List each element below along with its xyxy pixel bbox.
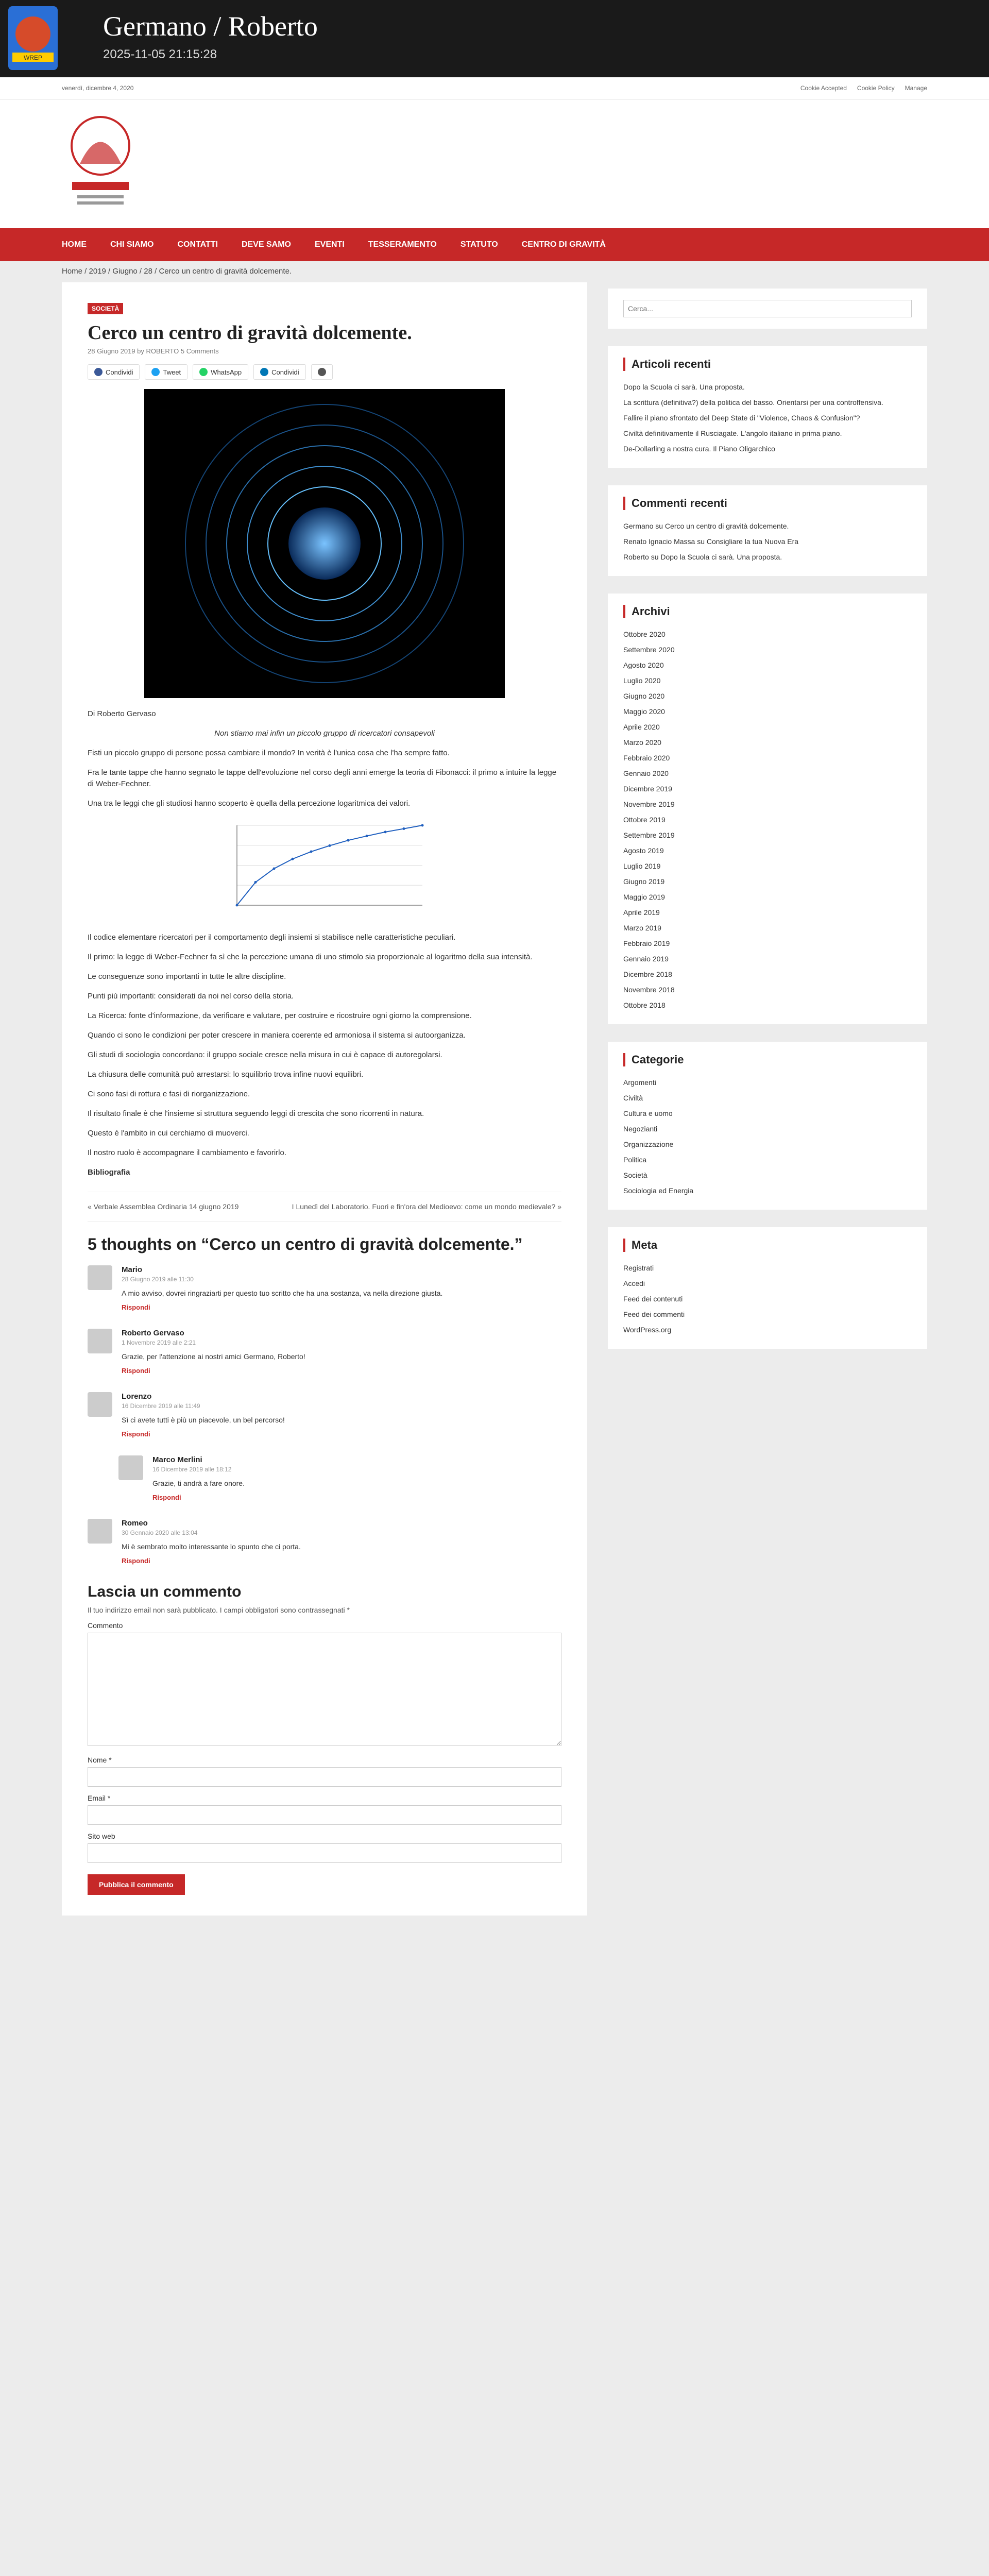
comment-author[interactable]: Lorenzo	[122, 1392, 152, 1401]
nav-item-eventi[interactable]: EVENTI	[314, 240, 345, 249]
archive-link[interactable]: Luglio 2020	[623, 676, 661, 685]
share-row	[88, 364, 561, 380]
category-link[interactable]: Società	[623, 1171, 647, 1179]
avatar	[88, 1519, 112, 1544]
next-post-link[interactable]: I Lunedì del Laboratorio. Fuori e fin'ora del Medioevo: come un mondo medievale? »	[292, 1202, 561, 1211]
archive-link[interactable]: Agosto 2020	[623, 661, 664, 669]
post-quote: Non stiamo mai infin un piccolo gruppo di ricercatori consapevoli	[214, 729, 435, 738]
recent-articles-widget	[608, 346, 927, 468]
site-title: Germano / Roberto	[103, 11, 318, 42]
comment-date[interactable]: 16 Dicembre 2019 alle 11:49	[122, 1402, 200, 1410]
name-label: Nome *	[88, 1756, 112, 1764]
post-paragraph: Ci sono fasi di rottura e fasi di riorganizzazione.	[88, 1090, 250, 1098]
meta-link[interactable]: Feed dei commenti	[623, 1310, 685, 1318]
chart-point	[421, 824, 424, 827]
reply-link[interactable]: Rispondi	[122, 1557, 150, 1565]
archive-link[interactable]: Gennaio 2019	[623, 955, 669, 963]
twitter-icon	[151, 368, 160, 376]
post-paragraph: Questo è l'ambito in cui cerchiamo di muoverci.	[88, 1129, 249, 1138]
post-meta: 28 Giugno 2019 by ROBERTO 5 Comments	[88, 347, 219, 355]
post-paragraph: Le conseguenze sono importanti in tutte le altre discipline.	[88, 972, 286, 981]
website-field[interactable]	[88, 1843, 561, 1863]
archive-link[interactable]: Marzo 2020	[623, 738, 661, 747]
archive-widget	[608, 594, 927, 1024]
share-label: Condividi	[106, 368, 133, 376]
category-link[interactable]: Negozianti	[623, 1125, 658, 1133]
reply-link[interactable]: Rispondi	[122, 1430, 150, 1438]
category-link[interactable]: Sociologia ed Energia	[623, 1187, 694, 1195]
archive-link[interactable]: Ottobre 2019	[623, 816, 666, 824]
archive-link[interactable]: Gennaio 2020	[623, 769, 669, 777]
comment-author[interactable]: Marco Merlini	[152, 1455, 202, 1464]
comment-text: A mio avviso, dovrei ringraziarti per questo tuo scritto che ha una sostanza, va nella direzione giusta.	[122, 1289, 443, 1297]
post-paragraph: Il codice elementare ricercatori per il comportamento degli insiemi si stabilisce nelle caratteristiche peculiari.	[88, 933, 456, 942]
chart-point	[236, 904, 238, 907]
recent-article-link[interactable]: La scrittura (definitiva?) della politica del basso. Orientarsi per una controffensiva.	[623, 398, 883, 406]
email-field[interactable]	[88, 1805, 561, 1825]
comment-text: Grazie, ti andrà a fare onore.	[152, 1479, 245, 1487]
share-linkedin-button[interactable]	[253, 364, 305, 380]
recent-comment-link[interactable]: Renato Ignacio Massa su Consigliare la tua Nuova Era	[623, 537, 799, 546]
comment-label: Commento	[88, 1621, 123, 1630]
avatar	[88, 1329, 112, 1353]
submit-comment-button[interactable]: Pubblica il commento	[88, 1874, 185, 1895]
comment-text: Grazie, per l'attenzione ai nostri amici Germano, Roberto!	[122, 1352, 305, 1361]
category-link[interactable]: Cultura e uomo	[623, 1109, 673, 1117]
post-paragraph: Punti più importanti: considerati da noi nel corso della storia.	[88, 992, 294, 1001]
avatar	[118, 1455, 143, 1480]
comment-date[interactable]: 1 Novembre 2019 alle 2:21	[122, 1339, 196, 1346]
reply-link[interactable]: Rispondi	[122, 1367, 150, 1375]
nav-item-deve-samo[interactable]: DEVE SAMO	[241, 240, 291, 249]
avatar	[88, 1265, 112, 1290]
email-label: Email *	[88, 1794, 111, 1802]
recent-article-link[interactable]: Fallire il piano sfrontato del Deep State di "Violence, Chaos & Confusion"?	[623, 414, 860, 422]
whatsapp-icon	[199, 368, 208, 376]
post-paragraph: Il risultato finale è che l'insieme si struttura seguendo leggi di crescita che sono ricorrenti in natura.	[88, 1109, 424, 1118]
post-paragraph: Una tra le leggi che gli studiosi hanno scoperto è quella della percezione logaritmica dei valori.	[88, 799, 411, 808]
categories-list	[623, 1075, 912, 1198]
chart-point	[310, 851, 313, 853]
facebook-icon	[94, 368, 103, 376]
archive-link[interactable]: Agosto 2019	[623, 846, 664, 855]
share-icon	[318, 368, 326, 376]
reply-title: Lascia un commento	[88, 1583, 242, 1600]
categories-widget	[608, 1042, 927, 1210]
comment-date[interactable]: 30 Gennaio 2020 alle 13:04	[122, 1529, 198, 1536]
archive-link[interactable]: Settembre 2020	[623, 646, 675, 654]
meta-link[interactable]: WordPress.org	[623, 1326, 672, 1334]
archive-link[interactable]: Giugno 2019	[623, 877, 665, 886]
site-date: 2025-11-05 21:15:28	[103, 47, 217, 61]
share-whatsapp-button[interactable]	[193, 364, 248, 380]
breadcrumb[interactable]: Home / 2019 / Giugno / 28 / Cerco un centro di gravità dolcemente.	[62, 267, 292, 276]
hero-orbits-graphic	[144, 389, 505, 698]
nav-item-statuto[interactable]: STATUTO	[460, 240, 498, 249]
widget-title: Articoli recenti	[623, 358, 912, 371]
recent-comment-link[interactable]: Germano su Cerco un centro di gravità dolcemente.	[623, 522, 789, 530]
chart-point	[254, 881, 257, 884]
archive-link[interactable]: Ottobre 2020	[623, 630, 666, 638]
post-navigation	[88, 1192, 561, 1222]
post-paragraph: Il nostro ruolo è accompagnare il cambiamento e favorirlo.	[88, 1148, 287, 1157]
chart-point	[347, 839, 350, 842]
archive-link[interactable]: Marzo 2019	[623, 924, 661, 932]
share-label: WhatsApp	[211, 368, 242, 376]
comment-author[interactable]: Mario	[122, 1265, 143, 1274]
archive-link[interactable]: Maggio 2020	[623, 707, 665, 716]
post-category[interactable]: SOCIETÀ	[88, 303, 123, 314]
topbar-date: venerdì, dicembre 4, 2020	[62, 84, 134, 92]
post-paragraph: Gli studi di sociologia concordano: il gruppo sociale cresce nella misura in cui è capace di autoregolarsi.	[88, 1050, 442, 1059]
reply-note: Il tuo indirizzo email non sarà pubblicato. I campi obbligatori sono contrassegnati *	[88, 1606, 350, 1614]
chart-point	[384, 831, 387, 833]
prev-post-link[interactable]: « Verbale Assemblea Ordinaria 14 giugno 2019	[88, 1202, 239, 1211]
meta-widget	[608, 1227, 927, 1349]
widget-title: Meta	[623, 1239, 912, 1252]
category-link[interactable]: Organizzazione	[623, 1140, 674, 1148]
meta-link[interactable]: Registrati	[623, 1264, 654, 1272]
widget-title: Archivi	[623, 605, 912, 618]
sidebar	[608, 289, 927, 1366]
post-intro: Di Roberto Gervaso	[88, 709, 156, 718]
comments-title: 5 thoughts on “Cerco un centro di gravità dolcemente.”	[88, 1235, 523, 1253]
comment-author[interactable]: Roberto Gervaso	[122, 1329, 184, 1337]
recent-article-link[interactable]: Civiltà definitivamente il Rusciagate. L'angolo italiano in prima piano.	[623, 429, 842, 437]
archive-link[interactable]: Maggio 2019	[623, 893, 665, 901]
comment	[88, 1519, 561, 1565]
recent-article-link[interactable]: De-Dollarling a nostra cura. Il Piano Oligarchico	[623, 445, 775, 453]
topbar-link[interactable]: Manage	[905, 84, 927, 92]
alba-lab-logo[interactable]	[57, 110, 144, 218]
comment	[88, 1329, 561, 1375]
hero-image	[144, 389, 505, 698]
archive-link[interactable]: Aprile 2019	[623, 908, 660, 917]
post-paragraph: Il primo: la legge di Weber-Fechner fa sì che la percezione umana di uno stimolo sia proporzionale al logaritmo della sua intensità.	[88, 953, 533, 961]
post-paragraph: Quando ci sono le condizioni per poter crescere in maniera coerente ed armoniosa il sistema si autoorganizza.	[88, 1031, 466, 1040]
nav-item-contatti[interactable]: CONTATTI	[177, 240, 218, 249]
header-logo-badge	[5, 3, 61, 73]
reply-form	[88, 1583, 561, 1895]
archive-list	[623, 626, 912, 1013]
nav-item-tesseramento[interactable]: TESSERAMENTO	[368, 240, 437, 249]
post-title: Cerco un centro di gravità dolcemente.	[88, 322, 412, 344]
share-more-button[interactable]	[311, 364, 333, 380]
archive-link[interactable]: Novembre 2018	[623, 986, 675, 994]
linkedin-icon	[260, 368, 268, 376]
comment-date[interactable]: 28 Giugno 2019 alle 11:30	[122, 1276, 194, 1283]
recent-comments-widget	[608, 485, 927, 576]
log-chart	[216, 818, 433, 921]
post-paragraph: La chiusura delle comunità può arrestarsi: lo squilibrio trova infine nuovi equilibri.	[88, 1070, 364, 1079]
comment-textarea[interactable]	[88, 1633, 561, 1746]
main-content	[62, 282, 587, 1916]
recent-article-link[interactable]: Dopo la Scuola ci sarà. Una proposta.	[623, 383, 745, 391]
comment-text: Mi è sembrato molto interessante lo spunto che ci porta.	[122, 1543, 301, 1551]
badge-text: WREP	[24, 54, 42, 61]
post-paragraph: La Ricerca: fonte d'informazione, da verificare e valutare, per costruire e ricostruire ogni giorno la comprensione.	[88, 1011, 472, 1020]
meta-link[interactable]: Feed dei contenuti	[623, 1295, 683, 1303]
chart-point	[273, 867, 276, 870]
top-header	[0, 0, 989, 77]
archive-link[interactable]: Ottobre 2018	[623, 1001, 666, 1009]
search-input[interactable]	[623, 300, 912, 317]
comment-author[interactable]: Romeo	[122, 1519, 148, 1528]
share-label: Tweet	[163, 368, 181, 376]
avatar	[88, 1392, 112, 1417]
post-paragraph: Fisti un piccolo gruppo di persone possa cambiare il mondo? In verità è l'unica cosa che l'ha sempre fatto.	[88, 749, 450, 757]
site-label: Sito web	[88, 1832, 115, 1840]
topbar-link[interactable]: Cookie Policy	[857, 84, 895, 92]
name-field[interactable]	[88, 1767, 561, 1787]
brand-area	[0, 99, 989, 228]
archive-link[interactable]: Dicembre 2019	[623, 785, 672, 793]
chart-point	[366, 835, 368, 837]
archive-link[interactable]: Novembre 2019	[623, 800, 675, 808]
post-paragraph: Fra le tante tappe che hanno segnato le tappe dell'evoluzione nel corso degli anni emerge la teoria di Fibonacci: il primo a intuire la legge di Weber-Fechner.	[88, 768, 557, 788]
chart-point	[329, 844, 331, 847]
chart-point	[292, 858, 294, 860]
nav-item-centro-di-gravita[interactable]: CENTRO DI GRAVITÀ	[521, 240, 606, 249]
widget-title: Commenti recenti	[623, 497, 912, 510]
nav-item-home[interactable]: HOME	[62, 240, 87, 249]
archive-link[interactable]: Aprile 2020	[623, 723, 660, 731]
topbar-link[interactable]: Cookie Accepted	[800, 84, 847, 92]
category-link[interactable]: Politica	[623, 1156, 647, 1164]
reply-link[interactable]: Rispondi	[152, 1494, 181, 1501]
comment-text: Sì ci avete tutti è più un piacevole, un bel percorso!	[122, 1416, 285, 1424]
nav-item-chi-siamo[interactable]: CHI SIAMO	[110, 240, 154, 249]
bibliography-title: Bibliografia	[88, 1168, 130, 1177]
comment-date[interactable]: 16 Dicembre 2019 alle 18:12	[152, 1466, 232, 1473]
search-widget	[608, 289, 927, 329]
archive-link[interactable]: Settembre 2019	[623, 831, 675, 839]
category-link[interactable]: Argomenti	[623, 1078, 656, 1087]
meta-list	[623, 1260, 912, 1337]
comment	[88, 1265, 561, 1311]
share-label: Condividi	[271, 368, 299, 376]
post-body	[88, 708, 561, 1178]
comment	[118, 1455, 561, 1501]
comment	[88, 1392, 561, 1438]
share-twitter-button[interactable]	[145, 364, 187, 380]
archive-link[interactable]: Febbraio 2019	[623, 939, 670, 947]
widget-title: Categorie	[623, 1053, 912, 1066]
topbar	[0, 77, 989, 99]
archive-link[interactable]: Dicembre 2018	[623, 970, 672, 978]
meta-link[interactable]: Accedi	[623, 1279, 645, 1287]
recent-comment-link[interactable]: Roberto su Dopo la Scuola ci sarà. Una proposta.	[623, 553, 782, 561]
archive-link[interactable]: Febbraio 2020	[623, 754, 670, 762]
archive-link[interactable]: Luglio 2019	[623, 862, 661, 870]
category-link[interactable]: Civiltà	[623, 1094, 643, 1102]
archive-link[interactable]: Giugno 2020	[623, 692, 665, 700]
chart-point	[403, 827, 405, 830]
share-facebook-button[interactable]	[88, 364, 140, 380]
main-nav	[0, 228, 989, 261]
reply-link[interactable]: Rispondi	[122, 1303, 150, 1311]
